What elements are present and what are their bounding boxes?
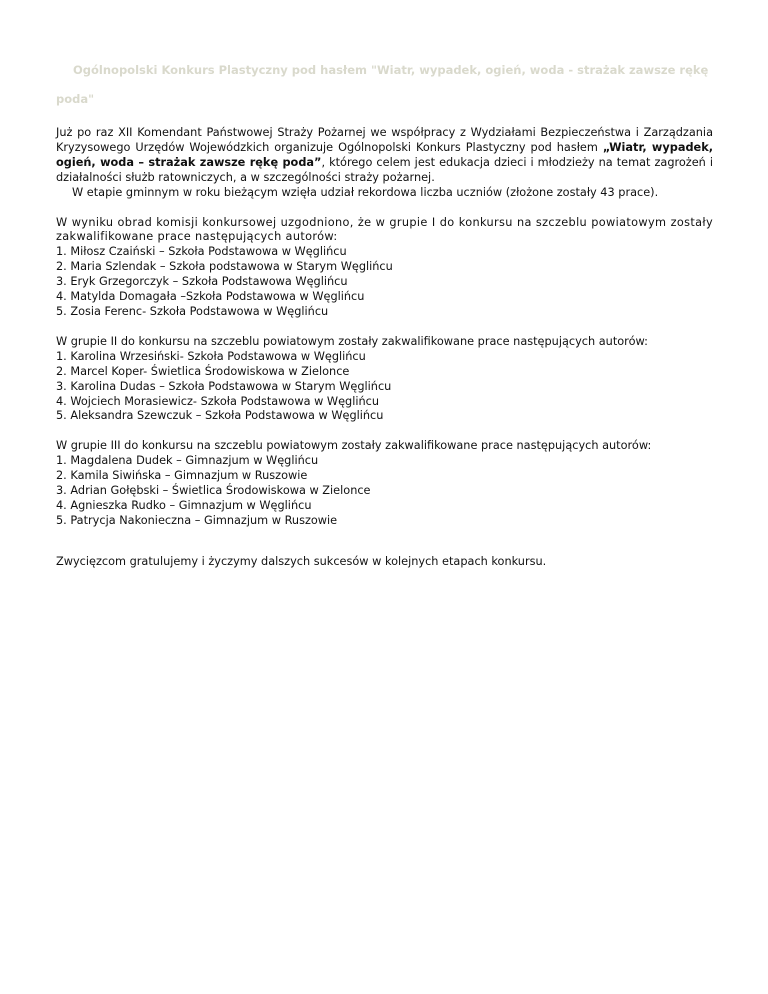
group3-list bbox=[56, 454, 713, 529]
group1-intro: W wyniku obrad komisji konkursowej uzgodniono, że w grupie I do konkursu na szczeblu powiatowym zostały zakwalifikowane prace następujących autorów: bbox=[56, 215, 713, 244]
group2-intro: W grupie II do konkursu na szczeblu powiatowym zostały zakwalifikowane prace następujących autorów: bbox=[56, 334, 648, 348]
intro-text-end: , którego celem jest edukacja dzieci i młodzieży na temat zagrożeń i działalności służb ratowniczych, a w szczególności straży pożarnej. bbox=[56, 155, 713, 184]
list-item: 1. Karolina Wrzesiński- Szkoła Podstawowa w Węglińcu bbox=[56, 349, 366, 363]
spacer bbox=[56, 320, 713, 335]
list-item: 4. Matylda Domagała –Szkoła Podstawowa w Węglińcu bbox=[56, 290, 365, 304]
list-item: 3. Karolina Dudas – Szkoła Podstawowa w Starym Węglińcu bbox=[56, 379, 392, 393]
list-item: 4. Wojciech Morasiewicz- Szkoła Podstawowa w Węglińcu bbox=[56, 394, 380, 408]
intro-text-start: Już po raz XII Komendant Państwowej Straży Pożarnej we współpracy z Wydziałami Bezpieczeństwa i Zarządzania Kryzysowego Urzędów Wojewódzkich organizuje Ogólnopolski Konkurs Plastyczny pod hasłem bbox=[56, 126, 713, 154]
list-item: 5. Patrycja Nakonieczna – Gimnazjum w Ruszowie bbox=[56, 513, 338, 527]
document-title: Ogólnopolski Konkurs Plastyczny pod hasłem "Wiatr, wypadek, ogień, woda - strażak zawsze rękę poda" bbox=[56, 63, 709, 106]
stage-note: W etapie gminnym w roku bieżącym wzięła udział rekordowa liczba uczniów (złożone zostały 43 prace). bbox=[72, 185, 659, 199]
group1-list bbox=[56, 245, 713, 320]
list-item: 3. Eryk Grzegorczyk – Szkoła Podstawowa Węglińcu bbox=[56, 275, 348, 289]
list-item: 2. Kamila Siwińska – Gimnazjum w Ruszowie bbox=[56, 469, 308, 483]
spacer bbox=[56, 201, 713, 216]
list-item: 2. Marcel Koper- Świetlica Środowiskowa w Zielonce bbox=[56, 364, 350, 378]
contest-slogan: „Wiatr, wypadek, ogień, woda – strażak zawsze rękę poda” bbox=[56, 140, 713, 169]
group2-list bbox=[56, 350, 713, 425]
spacer bbox=[56, 424, 713, 439]
list-item: 1. Miłosz Czaiński – Szkoła Podstawowa w Węglińcu bbox=[56, 245, 347, 259]
list-item: 5. Aleksandra Szewczuk – Szkoła Podstawowa w Węglińcu bbox=[56, 409, 384, 423]
list-item: 5. Zosia Ferenc- Szkoła Podstawowa w Węglińcu bbox=[56, 304, 329, 318]
list-item: 1. Magdalena Dudek – Gimnazjum w Węglińcu bbox=[56, 454, 319, 468]
spacer bbox=[56, 529, 713, 555]
list-item: 3. Adrian Gołębski – Świetlica Środowiskowa w Zielonce bbox=[56, 484, 371, 498]
group3-intro: W grupie III do konkursu na szczeblu powiatowym zostały zakwalifikowane prace następujących autorów: bbox=[56, 439, 652, 453]
list-item: 2. Maria Szlendak – Szkoła podstawowa w Starym Węglińcu bbox=[56, 260, 393, 274]
intro-paragraph bbox=[56, 126, 713, 186]
document-page bbox=[56, 56, 713, 570]
list-item: 4. Agnieszka Rudko – Gimnazjum w Węglińcu bbox=[56, 498, 312, 512]
closing-paragraph: Zwycięzcom gratulujemy i życzymy dalszych sukcesów w kolejnych etapach konkursu. bbox=[56, 554, 547, 568]
